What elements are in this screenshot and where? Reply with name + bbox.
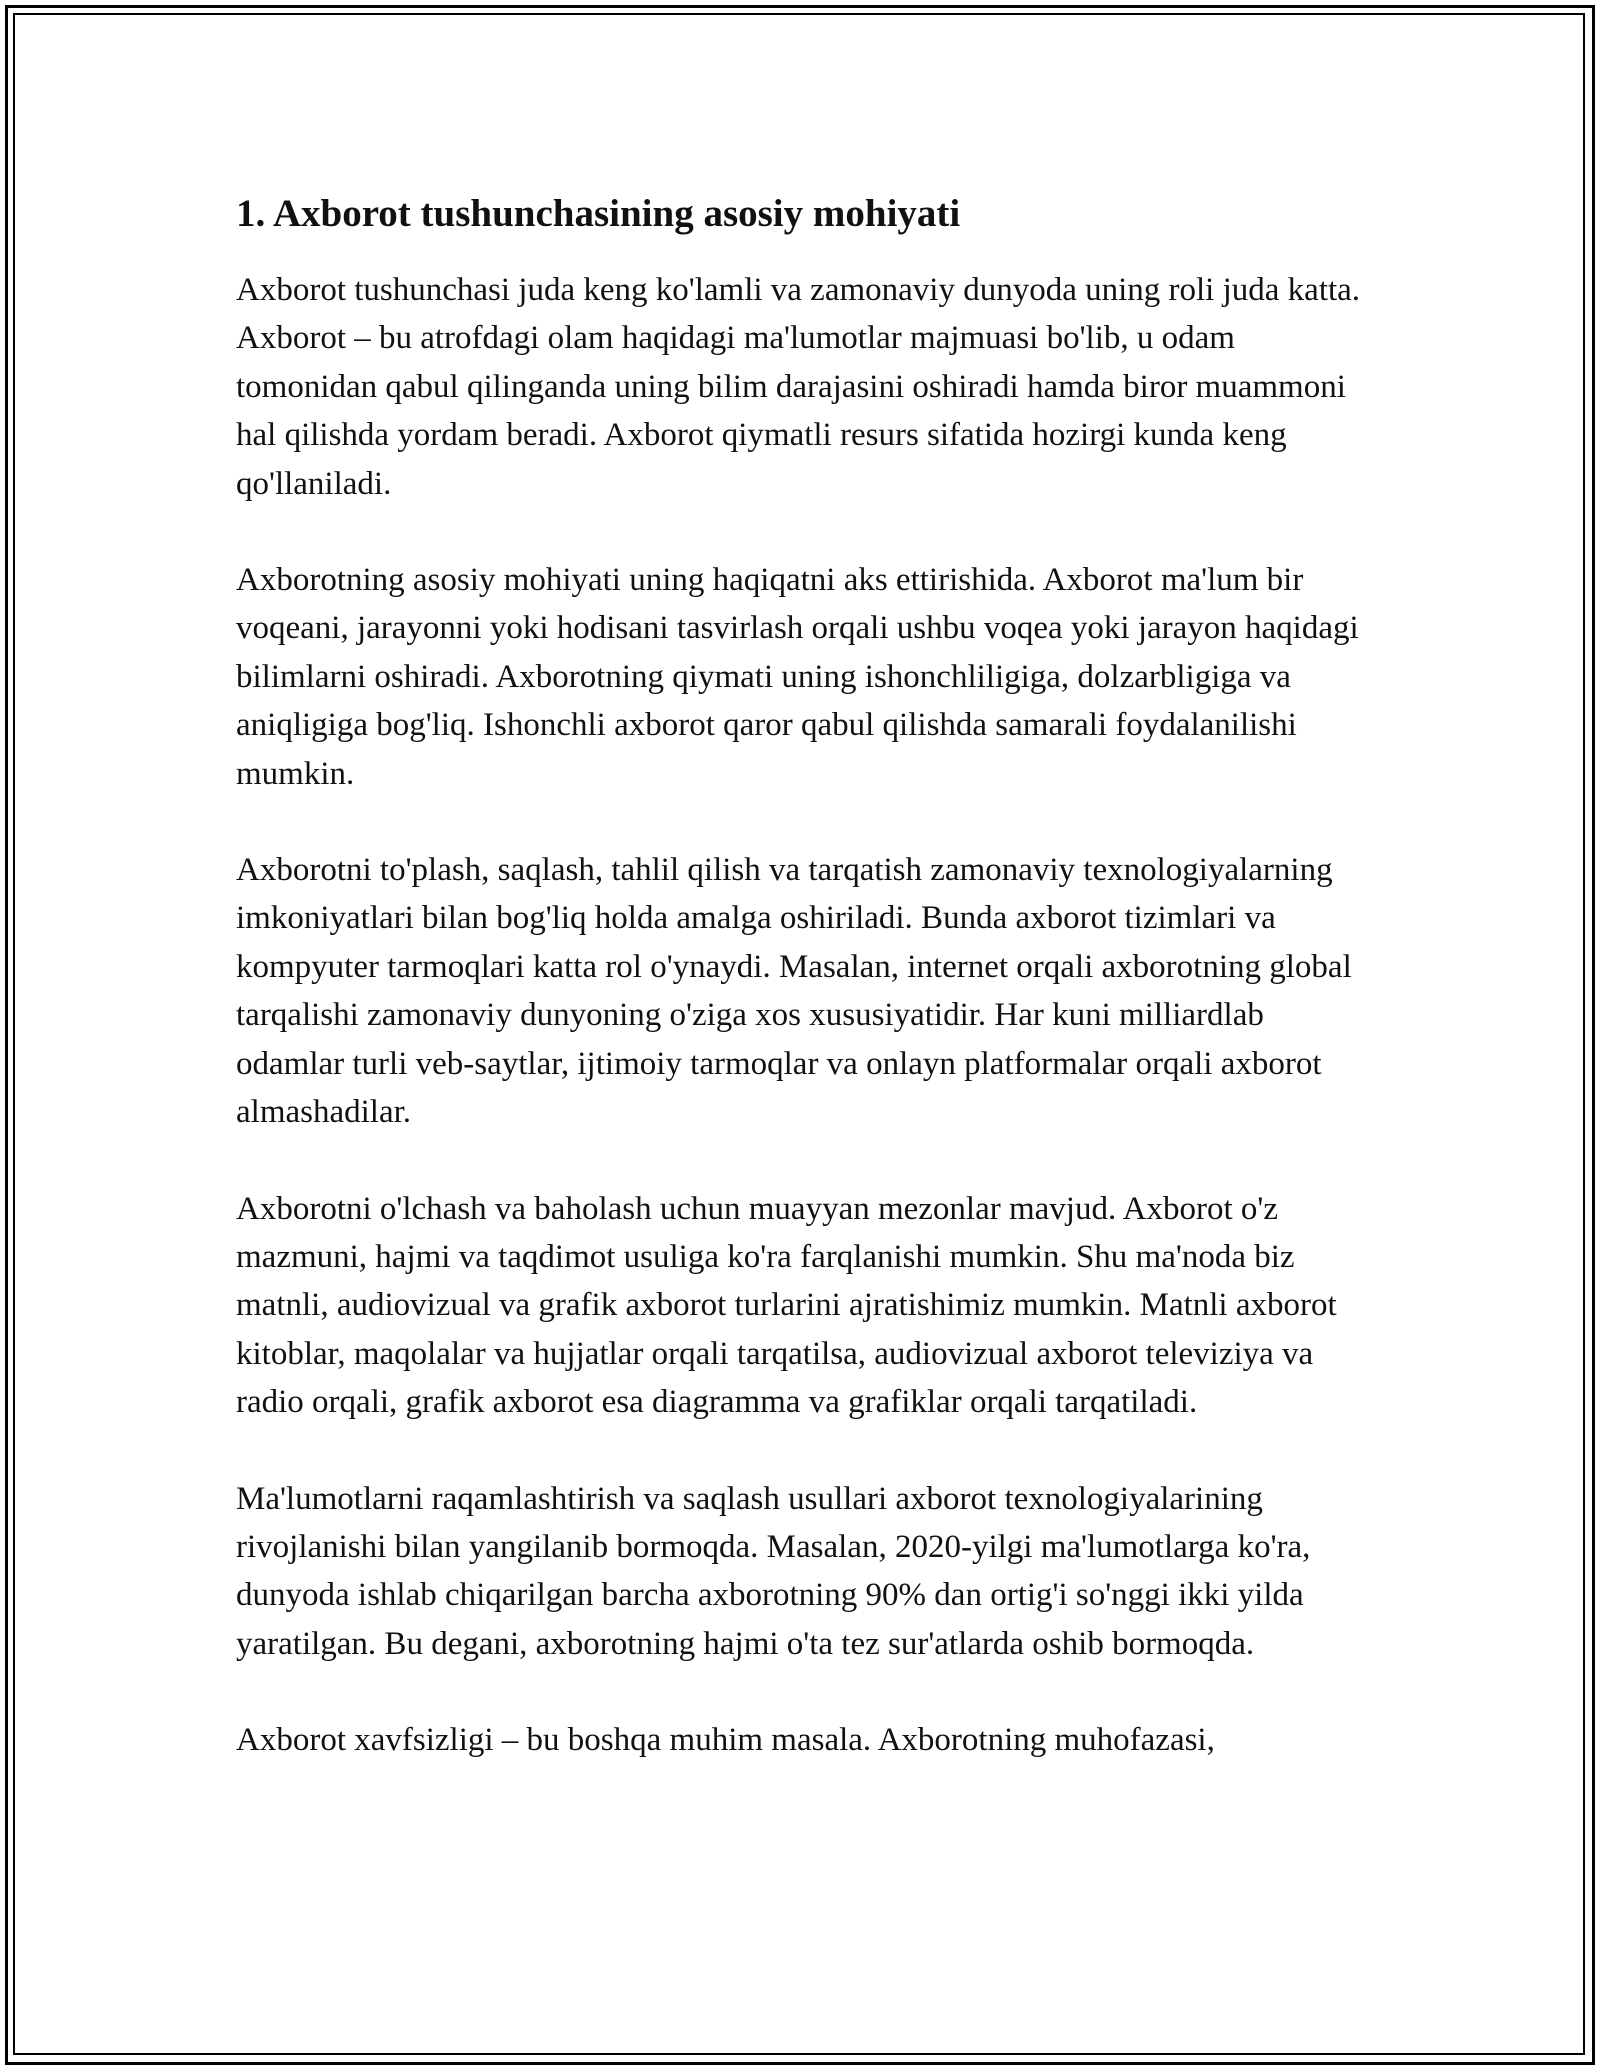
- section-heading: 1. Axborot tushunchasining asosiy mohiyati: [236, 192, 961, 235]
- paragraph-6: Axborot xavfsizligi – bu boshqa muhim masala. Axborotning muhofazasi,: [236, 1722, 1215, 1759]
- paragraph-1: Axborot tushunchasi juda keng ko'lamli va zamonaviy dunyoda uning roli juda katta. Axborot – bu atrofdagi olam haqidagi ma'lumotlar majmuasi bo'lib, u odam tomonidan qabul qilinganda uning bilim darajasini oshiradi hamda biror muammoni hal qilishda yordam beradi. Axborot qiymatli resurs sifatida hozirgi kunda keng qo'llaniladi.: [236, 272, 1361, 502]
- paragraph-2: Axborotning asosiy mohiyati uning haqiqatni aks ettirishida. Axborot ma'lum bir voqeani, jarayonni yoki hodisani tasvirlash orqali ushbu voqea yoki jarayon haqidagi bilimlarni oshiradi. Axborotning qiymati uning ishonchliligiga, dolzarbligiga va aniqligiga bog'liq. Ishonchli axborot qaror qabul qilishda samarali foydalanilishi mumkin.: [236, 562, 1359, 792]
- paragraph-4: Axborotni o'lchash va baholash uchun muayyan mezonlar mavjud. Axborot o'z mazmuni, hajmi va taqdimot usuliga ko'ra farqlanishi mumkin. Shu ma'noda biz matnli, audiovizual va grafik axborot turlarini ajratishimiz mumkin. Matnli axborot kitoblar, maqolalar va hujjatlar orqali tarqatilsa, audiovizual axborot televiziya va radio orqali, grafik axborot esa diagramma va grafiklar orqali tarqatiladi.: [236, 1190, 1337, 1421]
- paragraph-5: Ma'lumotlarni raqamlashtirish va saqlash usullari axborot texnologiyalarining rivojlanishi bilan yangilanib bormoqda. Masalan, 2020-yilgi ma'lumotlarga ko'ra, dunyoda ishlab chiqarilgan barcha axborotning 90% dan ortig'i so'nggi ikki yilda yaratilgan. Bu degani, axborotning hajmi o'ta tez sur'atlarda oshib bormoqda.: [236, 1480, 1311, 1662]
- paragraph-3: Axborotni to'plash, saqlash, tahlil qilish va tarqatish zamonaviy texnologiyalarning imkoniyatlari bilan bog'liq holda amalga oshiriladi. Bunda axborot tizimlari va kompyuter tarmoqlari katta rol o'ynaydi. Masalan, internet orqali axborotning global tarqalishi zamonaviy dunyoning o'ziga xos xususiyatidir. Har kuni milliardlab odamlar turli veb-saytlar, ijtimoiy tarmoqlar va onlayn platformalar orqali axborot almashadilar.: [236, 852, 1352, 1131]
- document-body: [236, 190, 1376, 1813]
